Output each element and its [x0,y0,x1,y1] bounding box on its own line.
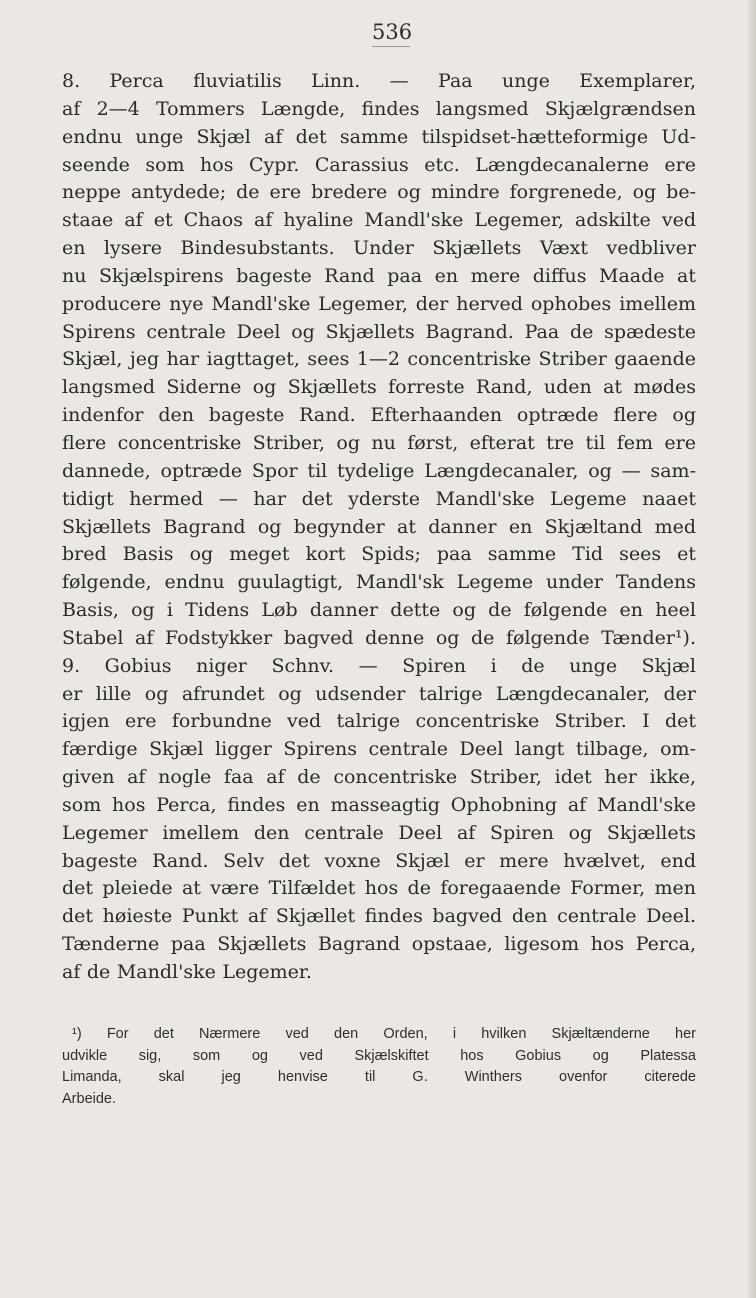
body-line: bred Basis og meget kort Spids; paa samme Tid sees et [62,543,696,566]
body-line: bageste Rand. Selv det voxne Skjæl er mere hvælvet, end [62,849,696,872]
footnote-line: Limanda, skal jeg henvise til G. Winthers ovenfor citerede [62,1069,696,1086]
body-line: given af nogle faa af de concentriske Striber, idet her ikke, [62,766,696,789]
body-line: 8. Perca fluviatilis Linn. — Paa unge Exemplarer, [62,70,696,92]
footnote-line: ¹) For det Nærmere ved den Orden, i hvilken Skjæltænderne her [72,1026,696,1042]
body-line: endnu unge Skjæl af det samme tilspidset-hætteformige Ud- [62,125,696,148]
body-line: langsmed Siderne og Skjællets forreste Rand, uden at mødes [62,376,696,399]
body-line: følgende, endnu guulagtigt, Mandl'sk Legeme under Tandens [62,571,696,594]
body-line: tidigt hermed — har det yderste Mandl'ske Legeme naaet [62,487,696,510]
body-line: færdige Skjæl ligger Spirens centrale Deel langt tilbage, om- [62,738,696,761]
footnote-line: udvikle sig, som og ved Skjælskiftet hos Gobius og Platessa [62,1047,696,1064]
body-line: neppe antydede; de ere bredere og mindre forgrenede, og be- [62,181,696,204]
body-line: af de Mandl'ske Legemer. [62,961,312,983]
page-number: 536 [372,20,413,44]
body-line: dannede, optræde Spor til tydelige Længdecanaler, og — sam- [62,459,696,482]
body-line: seende som hos Cypr. Carassius etc. Længdecanalerne ere [62,153,696,176]
body-line: en lysere Bindesubstants. Under Skjællets Væxt vedbliver [62,237,696,260]
body-line: igjen ere forbundne ved talrige concentriske Striber. I det [62,710,696,733]
body-line: flere concentriske Striber, og nu først, efterat tre til fem ere [62,431,696,454]
body-line: Spirens centrale Deel og Skjællets Bagrand. Paa de spædeste [62,320,696,343]
body-line: som hos Perca, findes en masseagtig Ophobning af Mandl'ske [62,793,696,816]
body-line: Basis, og i Tidens Løb danner dette og de følgende en heel [62,599,696,622]
page-number-underline [372,46,410,47]
body-text [62,68,696,987]
footnote-line: Arbeide. [62,1090,117,1107]
body-line: det pleiede at være Tilfældet hos de foregaaende Former, men [62,877,696,900]
body-line: nu Skjælspirens bageste Rand paa en mere diffus Maade at [62,264,696,287]
body-line: Legemer imellem den centrale Deel af Spiren og Skjællets [62,821,696,844]
page-edge-shadow [748,0,756,1298]
body-line: er lille og afrundet og udsender talrige Længdecanaler, der [62,682,696,705]
body-line: 9. Gobius niger Schnv. — Spiren i de unge Skjæl [62,654,696,677]
body-line: indenfor den bageste Rand. Efterhaanden optræde flere og [62,404,696,427]
body-line: det høieste Punkt af Skjællet findes bagved den centrale Deel. [62,905,696,928]
body-line: Stabel af Fodstykker bagved denne og de følgende Tænder¹). [62,626,696,649]
body-line: Skjæl, jeg har iagttaget, sees 1—2 concentriske Striber gaaende [62,348,696,371]
body-line: Skjællets Bagrand og begynder at danner en Skjæltand med [62,515,696,538]
body-line: Tænderne paa Skjællets Bagrand opstaae, ligesom hos Perca, [62,933,696,956]
body-line: producere nye Mandl'ske Legemer, der herved ophobes imellem [62,292,696,315]
body-line: staae af et Chaos af hyaline Mandl'ske Legemer, adskilte ved [62,209,696,232]
footnote [62,1024,696,1110]
body-line: af 2—4 Tommers Længde, findes langsmed Skjælgrændsen [62,97,696,120]
